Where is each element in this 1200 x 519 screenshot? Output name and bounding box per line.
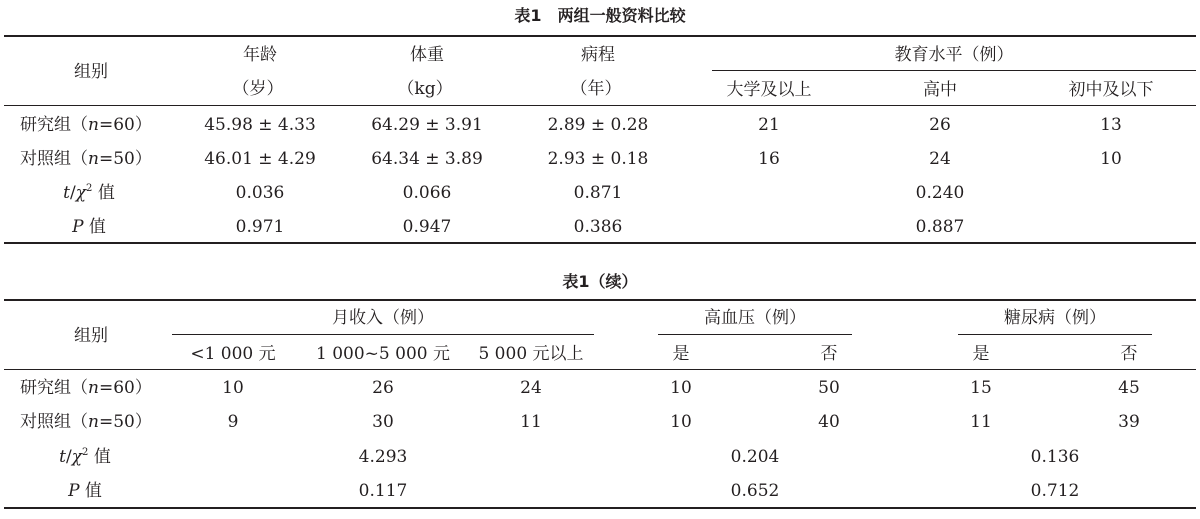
table2-header-dm-no: 否 (1120, 344, 1138, 364)
table2-header-income-mid: 1 000~5 000 元 (316, 344, 450, 364)
table2-cell: 50 (818, 378, 840, 398)
table2-cell: 24 (520, 378, 542, 398)
table1-header-edu-junior: 初中及以下 (1068, 80, 1154, 100)
table2-cell: 0.204 (730, 447, 780, 467)
table1-header-age: 年龄 (243, 45, 277, 65)
table1-cell: 0.871 (573, 183, 623, 203)
table2-top-rule (4, 299, 1196, 301)
table2-header-hypertension: 高血压（例） (704, 308, 806, 328)
table2-cell: 4.293 (358, 447, 408, 467)
table1-cell: 0.971 (235, 217, 285, 237)
table2-header-hbp-no: 否 (820, 344, 838, 364)
table2-cell: 30 (372, 412, 394, 432)
table1-cell: 13 (1100, 115, 1122, 135)
table1-row-study-label: 研究组（n=60） (20, 115, 152, 135)
table2-cell: 0.117 (358, 481, 408, 501)
table1-bottom-rule (4, 242, 1196, 244)
table2-cell: 0.136 (1030, 447, 1080, 467)
table2-cell: 45 (1118, 378, 1140, 398)
table1-cell: 24 (929, 149, 951, 169)
table2-cell: 10 (222, 378, 244, 398)
table2-header-dm-yes: 是 (972, 344, 990, 364)
table2-cell: 11 (520, 412, 542, 432)
table2-hbp-underline (658, 334, 852, 335)
table2-header-group: 组别 (74, 326, 108, 346)
table1-caption: 表1 两组一般资料比较 (514, 6, 686, 25)
table2-row-study-label: 研究组（n=60） (20, 378, 152, 398)
table2-cell: 9 (227, 412, 239, 432)
table1-cell: 0.887 (915, 217, 965, 237)
table2-header-hbp-yes: 是 (672, 344, 690, 364)
table1-edu-underline (712, 70, 1196, 71)
table1-cell: 0.036 (235, 183, 285, 203)
table1-top-rule (4, 35, 1196, 37)
table2-header-diabetes: 糖尿病（例） (1004, 308, 1106, 328)
table2-dm-underline (958, 334, 1152, 335)
table2-bottom-rule (4, 507, 1196, 509)
table2-cell: 15 (970, 378, 992, 398)
table2-row-p-label: P 值 (68, 481, 102, 501)
table1-cell: 46.01 ± 4.29 (204, 149, 316, 169)
table1-header-rule (4, 105, 1196, 106)
table1-header-course-unit: （年） (570, 79, 622, 99)
table1-cell: 0.947 (402, 217, 452, 237)
table1-header-course: 病程 (581, 45, 615, 65)
table2-header-income: 月收入（例） (332, 308, 434, 328)
table1-cell: 21 (758, 115, 780, 135)
table1-row-control-label: 对照组（n=50） (20, 149, 152, 169)
table1-header-age-unit: （岁） (232, 79, 284, 99)
table2-income-underline (172, 334, 594, 335)
table2-row-control-label: 对照组（n=50） (20, 412, 152, 432)
table2-row-stat-label: $t/\chi^2$ 值 (59, 447, 111, 467)
table2-cell: 10 (670, 378, 692, 398)
table1-header-edu-college: 大学及以上 (726, 80, 812, 100)
table1-header-group: 组别 (74, 62, 108, 82)
table1-header-weight-unit: （kg） (397, 79, 453, 99)
table1-row-stat-label: $t/\chi^2$ 值 (63, 183, 115, 203)
table1-cell: 2.93 ± 0.18 (547, 149, 649, 169)
table1-cell: 10 (1100, 149, 1122, 169)
table2-caption: 表1（续） (562, 272, 638, 291)
table1-cell: 26 (929, 115, 951, 135)
table2-cell: 0.652 (730, 481, 780, 501)
table2-cell: 39 (1118, 412, 1140, 432)
table1-cell: 0.386 (573, 217, 623, 237)
table1-cell: 2.89 ± 0.28 (547, 115, 649, 135)
table1-cell: 64.34 ± 3.89 (371, 149, 483, 169)
table1-header-edu-highschool: 高中 (923, 80, 957, 100)
table1-header-education: 教育水平（例） (894, 45, 1014, 65)
table2-cell: 10 (670, 412, 692, 432)
table1-cell: 45.98 ± 4.33 (204, 115, 316, 135)
table2-header-rule (4, 369, 1196, 370)
table2-cell: 40 (818, 412, 840, 432)
table1-cell: 64.29 ± 3.91 (371, 115, 483, 135)
table2-header-income-high: 5 000 元以上 (478, 344, 584, 364)
table1-cell: 0.066 (402, 183, 452, 203)
table2-cell: 26 (372, 378, 394, 398)
table2-cell: 0.712 (1030, 481, 1080, 501)
table1-cell: 0.240 (915, 183, 965, 203)
table1-header-weight: 体重 (410, 45, 444, 65)
table1-row-p-label: P 值 (72, 217, 106, 237)
table2-header-income-low: <1 000 元 (190, 344, 276, 364)
table2-cell: 11 (970, 412, 992, 432)
table1-cell: 16 (758, 149, 780, 169)
